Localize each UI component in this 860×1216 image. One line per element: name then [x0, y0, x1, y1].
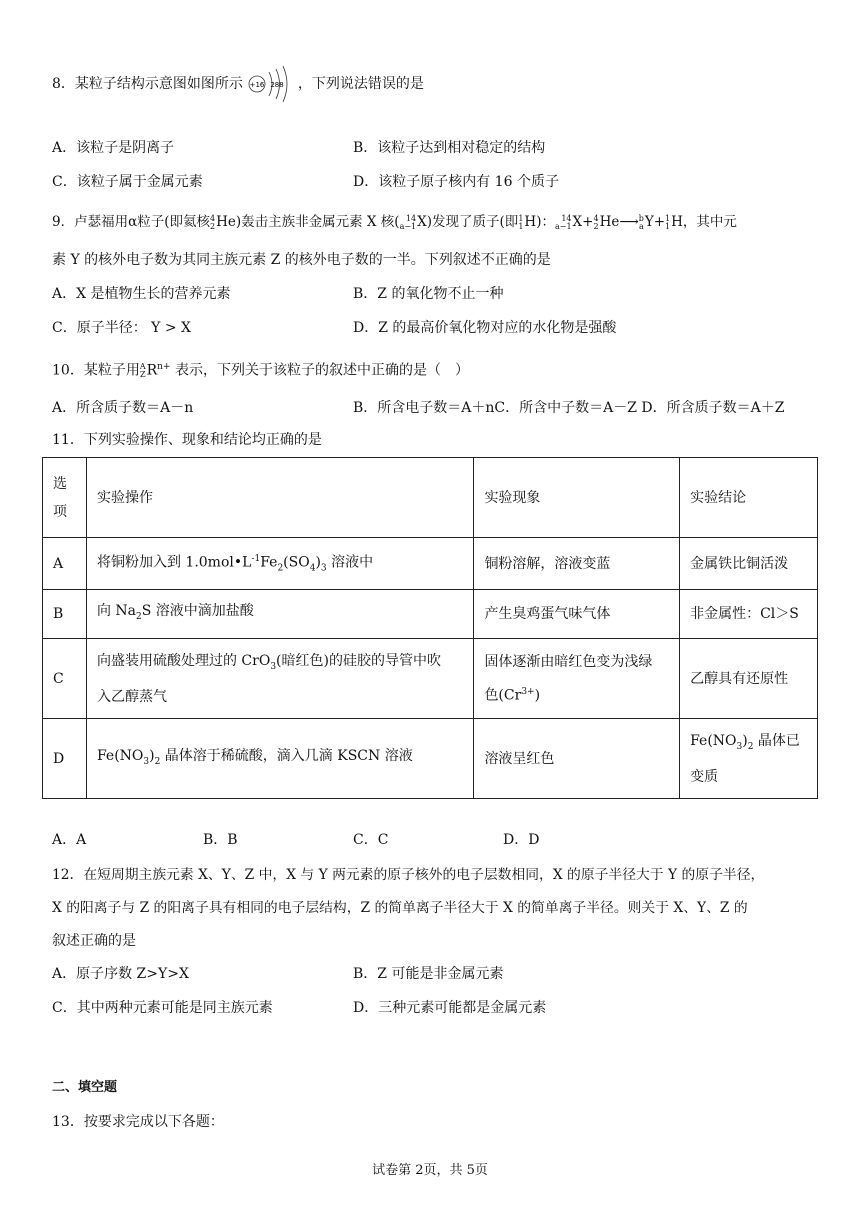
- row-option: C: [43, 639, 87, 719]
- q9-option-b: B．Z 的氧化物不止一种: [353, 286, 504, 302]
- eq-x-mass: 14: [561, 213, 572, 223]
- q10-stem: [52, 357, 469, 381]
- op-text: 晶体溶于稀硫酸，滴入几滴 KSCN 溶液: [160, 747, 413, 764]
- q12-stem-line3: 叙述正确的是: [52, 933, 136, 949]
- q12-option-c: C．其中两种元素可能是同主族元素: [52, 1000, 273, 1016]
- header-operation: 实验操作: [86, 458, 473, 538]
- op-text: 向 Na: [96, 603, 137, 620]
- reaction-arrow-icon: ⟶: [619, 214, 639, 230]
- eq-h-mass: 1: [665, 213, 671, 223]
- q10-options-bcd: B．所含电子数＝A＋nC．所含中子数＝A－Z D．所含质子数＝A＋Z: [353, 400, 785, 416]
- row-conclusion: 非金属性：Cl＞S: [680, 590, 818, 639]
- h-z: 1: [518, 221, 524, 231]
- q11-answer-d: D．D: [503, 832, 540, 848]
- x-z: a−1: [399, 221, 417, 231]
- op-text: Fe(NO: [96, 747, 144, 764]
- phen-text: 固体逐渐由暗红色变为浅绿: [484, 653, 653, 670]
- q8-stem-end: ，下列说法错误的是: [297, 76, 424, 92]
- op-sub: 3: [143, 756, 150, 767]
- h-symbol: H: [524, 214, 537, 230]
- q12-stem-line1: 12．在短周期主族元素 X、Y、Z 中，X 与 Y 两元素的原子核外的电子层数相同，X 的原子半径大于 Y 的原子半径，: [52, 867, 765, 883]
- eq-x: X+: [572, 214, 594, 230]
- row-conclusion: [680, 719, 818, 799]
- nucleus-label: +16: [249, 81, 265, 89]
- row-phenomenon: 溶液呈红色: [474, 719, 680, 799]
- q10-text-a: 10．某粒子用: [52, 362, 140, 379]
- row-operation: [86, 590, 473, 639]
- q9-option-c: C．原子半径： Y > X: [52, 320, 192, 336]
- concl-text: Fe(NO: [690, 732, 737, 749]
- op-text: 向盛装用硫酸处理过的 CrO: [96, 652, 271, 669]
- q8-option-a: A．该粒子是阴离子: [52, 140, 175, 156]
- op-text: Fe: [260, 554, 278, 571]
- he-symbol: He: [216, 214, 236, 230]
- q8-stem: [52, 64, 424, 104]
- q12-option-a: A．原子序数 Z>Y>X: [52, 966, 189, 982]
- experiment-table: [42, 457, 818, 799]
- q9-text-c: )发现了质子(即: [426, 214, 519, 230]
- x-nuclide: [400, 215, 417, 231]
- q10-text-b: 表示，下列关于该粒子的叙述中正确的是（ ）: [170, 362, 469, 379]
- concl-text: 晶体已: [753, 732, 800, 749]
- concl-text: 变质: [690, 768, 719, 785]
- op-sub: 2: [277, 563, 284, 574]
- h-mass: 1: [518, 213, 524, 223]
- eq-y-z: a: [639, 221, 644, 231]
- r-nuclide: [140, 363, 146, 379]
- atom-structure-icon: [247, 64, 293, 104]
- he-nuclide: [210, 215, 215, 231]
- q8-stem-text: 8．某粒子结构示意图如图所示: [52, 76, 243, 92]
- eq-h-z: 1: [665, 221, 671, 231]
- eq-y: Y+: [644, 214, 666, 230]
- q9-stem-line1: [52, 212, 737, 232]
- row-operation: [86, 538, 473, 590]
- eq-x-z: a−1: [554, 221, 572, 231]
- row-operation: [86, 639, 473, 719]
- op-sub: 4: [309, 563, 316, 574]
- concl-text: ): [742, 732, 748, 749]
- op-sub: 3: [270, 661, 277, 672]
- row-phenomenon: [474, 639, 680, 719]
- op-text: S 溶液中滴加盐酸: [141, 603, 254, 620]
- op-text: (SO: [283, 554, 310, 571]
- x-symbol: X: [417, 214, 427, 230]
- eq-y-nuclide: [639, 215, 644, 231]
- row-option: B: [43, 590, 87, 639]
- q11-stem: 11．下列实验操作、现象和结论均正确的是: [52, 432, 322, 448]
- q11-answer-c: C．C: [353, 832, 389, 848]
- row-option: D: [43, 719, 87, 799]
- op-text: 溶液中: [326, 554, 374, 571]
- concl-sub: 3: [736, 741, 743, 752]
- eq-y-mass: b: [638, 213, 644, 223]
- h-nuclide: [518, 215, 523, 231]
- q9-text-a: 9．卢瑟福用α粒子(即氦核: [52, 214, 210, 230]
- q12-option-b: B．Z 可能是非金属元素: [353, 966, 504, 982]
- op-sup: -1: [251, 554, 261, 564]
- op-text: 入乙醇蒸气: [96, 688, 167, 705]
- row-conclusion: 乙醇具有还原性: [680, 639, 818, 719]
- q8-option-b: B．该粒子达到相对稳定的结构: [353, 140, 546, 156]
- table-row: [43, 719, 818, 799]
- op-sub: 3: [320, 563, 327, 574]
- phen-text: ): [534, 687, 541, 704]
- eq-h: H: [671, 214, 683, 230]
- eq-x-nuclide: [555, 215, 572, 231]
- q11-answer-b: B．B: [203, 832, 238, 848]
- he-z: 2: [209, 221, 216, 231]
- header-option: [43, 458, 87, 538]
- eq-he: He: [599, 214, 620, 230]
- row-operation: [86, 719, 473, 799]
- table-row: [43, 590, 818, 639]
- eq-he-mass: 4: [593, 213, 599, 223]
- op-sub: 2: [154, 756, 161, 767]
- table-row: [43, 639, 818, 719]
- phen-sup: 3+: [521, 686, 535, 697]
- q9-option-a: A．X 是植物生长的营养元素: [52, 286, 231, 302]
- he-mass: 4: [209, 213, 216, 223]
- op-sub: 2: [136, 612, 142, 623]
- row-phenomenon: 铜粉溶解，溶液变蓝: [474, 538, 680, 590]
- op-text: 将铜粉加入到 1.0mol•L: [96, 554, 252, 571]
- concl-sub: 2: [747, 741, 754, 752]
- header-conclusion: 实验结论: [680, 458, 818, 538]
- q8-option-d: D．该粒子原子核内有 16 个质子: [353, 174, 559, 190]
- row-option: A: [43, 538, 87, 590]
- q9-text-b: )轰击主族非金属元素 X 核(: [235, 214, 400, 230]
- q9-option-d: D．Z 的最高价氧化物对应的水化物是强酸: [353, 320, 617, 336]
- eq-he-z: 2: [593, 221, 599, 231]
- q12-stem-line2: X 的阳离子与 Z 的阳离子具有相同的电子层结构，Z 的简单离子半径大于 X 的简单离子半径。则关于 X、Y、Z 的: [52, 900, 748, 916]
- op-text: (暗红色)的硅胶的导管中吹: [276, 652, 441, 669]
- r-symbol: R: [146, 362, 158, 379]
- op-text: ): [315, 554, 321, 571]
- eq-h-nuclide: [665, 215, 670, 231]
- r-mass: A: [139, 361, 146, 371]
- row-phenomenon: 产生臭鸡蛋气味气体: [474, 590, 680, 639]
- q9-text-d: )：: [536, 214, 555, 230]
- q10-option-a: A．所含质子数＝A－n: [52, 400, 194, 416]
- q12-option-d: D．三种元素可能都是金属元素: [353, 1000, 547, 1016]
- row-conclusion: 金属铁比铜活泼: [680, 538, 818, 590]
- r-charge: n+: [157, 362, 171, 372]
- table-row: [43, 538, 818, 590]
- phen-text: 色(Cr: [484, 687, 522, 704]
- header-phenomenon: 实验现象: [474, 458, 680, 538]
- r-z: Z: [140, 369, 146, 379]
- page-footer: 试卷第 2页，共 5页: [372, 1163, 488, 1178]
- table-header-row: [43, 458, 818, 538]
- section-heading: 二、填空题: [52, 1080, 118, 1095]
- q11-answer-a: A．A: [52, 832, 87, 848]
- q9-stem-line2: 素 Y 的核外电子数为其同主族元素 Z 的核外电子数的一半。下列叙述不正确的是: [52, 252, 551, 268]
- op-text: ): [149, 747, 155, 764]
- q9-text-e: ，其中元: [682, 214, 737, 230]
- header-option-text: 选项: [53, 475, 67, 520]
- q8-option-c: C．该粒子属于金属元素: [52, 174, 203, 190]
- q13-stem: 13．按要求完成以下各题：: [52, 1114, 224, 1130]
- x-mass: 14: [405, 213, 417, 223]
- shells-label: 288: [270, 81, 285, 89]
- eq-he-nuclide: [593, 215, 598, 231]
